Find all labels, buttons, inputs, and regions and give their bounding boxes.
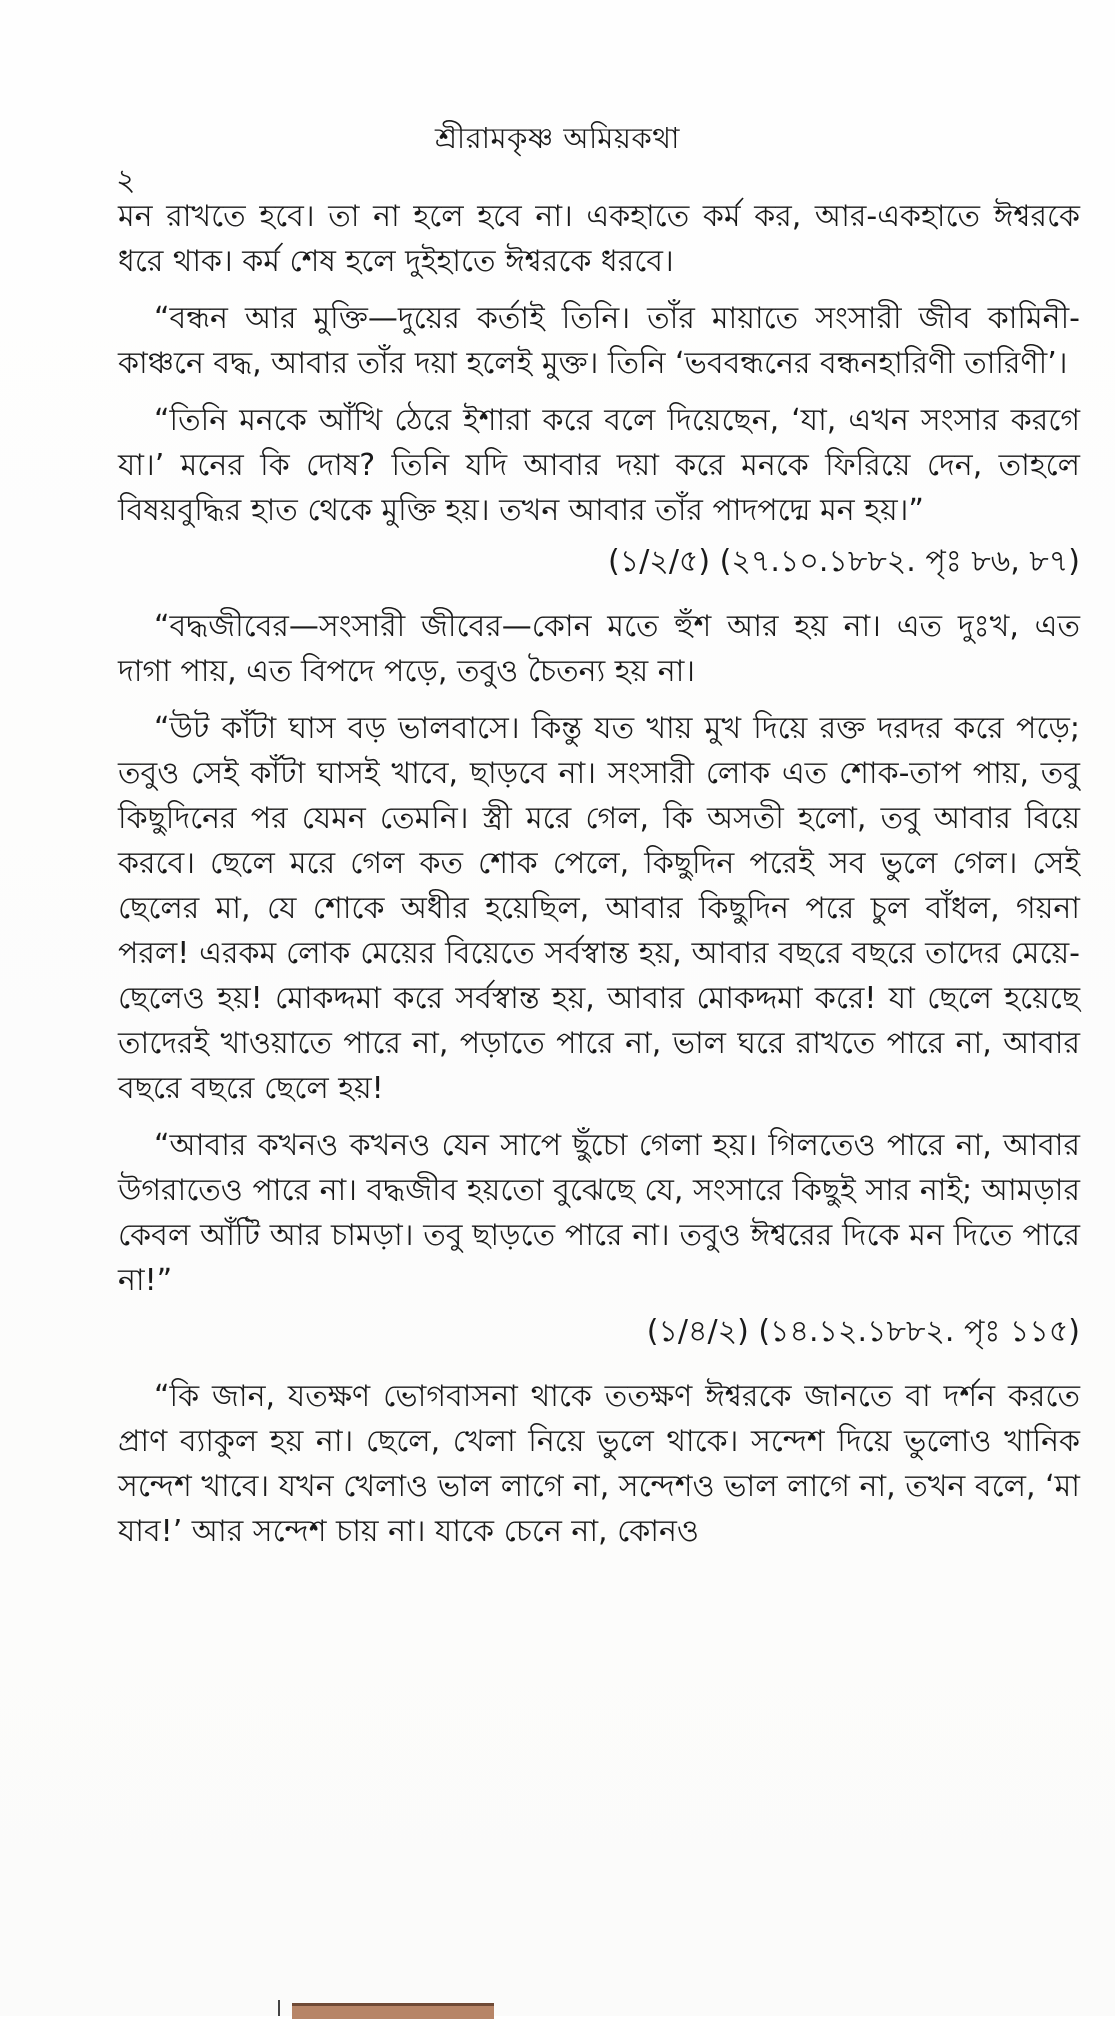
bookmark-tab [292,2003,494,2019]
paragraph: মন রাখতে হবে। তা না হলে হবে না। একহাতে কর্ম কর, আর-একহাতে ঈশ্বরকে ধরে থাক। কর্ম শেষ হলে দুইহাতে ঈশ্বরকে ধরবে। [118,199,1080,279]
paragraph: “উট কাঁটা ঘাস বড় ভালবাসে। কিন্তু যত খায় মুখ দিয়ে রক্ত দরদর করে পড়ে; তবুও সেই কাঁটা ঘাসই খাবে, ছাড়বে না। সংসারী লোক এত শোক-তাপ পায়, তবু কিছুদিনের পর যেমন তেমনি। স্ত্রী মরে গেল, কি অসতী হলো, তবু আবার বিয়ে করবে। ছেলে মরে গেল কত শোক পেলে, কিছুদিন পরেই সব ভুলে গেল। সেই ছেলের মা, যে শোকে অধীর হয়েছিল, আবার কিছুদিন পরে চুল বাঁধল, গয়না পরল! এরকম লোক মেয়ের বিয়েতে সর্বস্বান্ত হয়, আবার বছরে বছরে তাদের মেয়ে-ছেলেও হয়! মোকদ্দমা করে সর্বস্বান্ত হয়, আবার মোকদ্দমা করে! যা ছেলে হয়েছে তাদেরই খাওয়াতে পারে না, পড়াতে পারে না, ভাল ঘরে রাখতে পারে না, আবার বছরে বছরে ছেলে হয়! [118,711,1080,1106]
paragraph: “তিনি মনকে আঁখি ঠেরে ইশারা করে বলে দিয়েছেন, ‘যা, এখন সংসার করগে যা।’ মনের কি দোষ? তিনি যদি আবার দয়া করে মনকে ফিরিয়ে দেন, তাহলে বিষয়বুদ্ধির হাত থেকে মুক্তি হয়। তখন আবার তাঁর পাদপদ্মে মন হয়।” [118,403,1080,528]
paragraph: “বন্ধন আর মুক্তি—দুয়ের কর্তাই তিনি। তাঁর মায়াতে সংসারী জীব কামিনী-কাঞ্চনে বদ্ধ, আবার তাঁর দয়া হলেই মুক্ত। তিনি ‘ভববন্ধনের বন্ধনহারিণী তারিণী’। [118,301,1080,381]
citation: (১/৪/২) (১৪.১২.১৮৮২. পৃঃ ১১৫) [646,1314,1080,1349]
body-text [118,194,1080,1566]
paragraph: “আবার কখনও কখনও যেন সাপে ছুঁচো গেলা হয়। গিলতেও পারে না, আবার উগরাতেও পারে না। বদ্ধজীব হয়তো বুঝেছে যে, সংসারে কিছুই সার নাই; আমড়ার কেবল আঁটি আর চামড়া। তবু ছাড়তে পারে না। তবুও ঈশ্বরের দিকে মন দিতে পারে না!” [118,1128,1080,1298]
running-title: শ্রীরামকৃষ্ণ অমিয়কথা [435,121,680,155]
page-number: ২ [116,163,136,198]
page-edge-mark [278,2000,280,2016]
paragraph: “কি জান, যতক্ষণ ভোগবাসনা থাকে ততক্ষণ ঈশ্বরকে জানতে বা দর্শন করতে প্রাণ ব্যাকুল হয় না। ছেলে, খেলা নিয়ে ভুলে থাকে। সন্দেশ দিয়ে ভুলোও খানিক সন্দেশ খাবে। যখন খেলাও ভাল লাগে না, সন্দেশও ভাল লাগে না, তখন বলে, ‘মা যাব!’ আর সন্দেশ চায় না। যাকে চেনে না, কোনও [118,1379,1080,1549]
citation: (১/২/৫) (২৭.১০.১৮৮২. পৃঃ ৮৬, ৮৭) [608,544,1080,579]
paragraph: “বদ্ধজীবের—সংসারী জীবের—কোন মতে হুঁশ আর হয় না। এত দুঃখ, এত দাগা পায়, এত বিপদে পড়ে, তবুও চৈতন্য হয় না। [118,609,1080,689]
